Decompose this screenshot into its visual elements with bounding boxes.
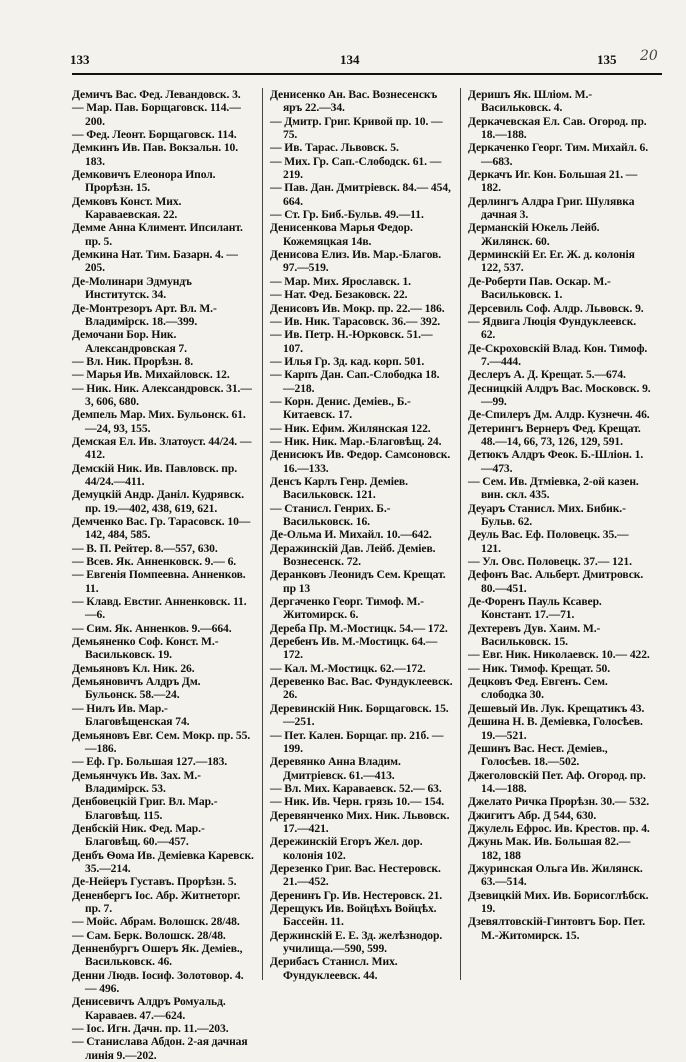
page-number-center: 134 xyxy=(340,52,360,67)
directory-entry: — Карпъ Дан. Сап.-Слободка 18. —218. xyxy=(270,368,440,395)
directory-entry: — Илья Гр. Зд. кад. корп. 501. xyxy=(270,354,425,368)
directory-entry: — Пав. Дан. Дмитріевск. 84.— 454, 664. xyxy=(270,181,451,208)
directory-entry: Демкинъ Ив. Пав. Вокзальн. 10. 183. xyxy=(72,141,239,168)
directory-entry: — Ул. Овс. Половецк. 37.— 121. xyxy=(468,555,632,569)
directory-entry: Дерсевиль Соф. Алдр. Львовск. 9. xyxy=(468,301,644,315)
directory-entry: — Мойс. Абрам. Волошск. 28/48. xyxy=(72,915,240,929)
column-divider-left xyxy=(262,88,263,980)
directory-entry: Дерещукъ Ив. Войцѣхъ Войцѣх. Бассейн. 11. xyxy=(270,901,437,929)
directory-entry: Денсъ Карлъ Генр. Деміев. Васильковск. 121. xyxy=(270,474,408,502)
directory-entry: Денненбургъ Ошеръ Як. Деміев., Васильковск. 46. xyxy=(72,942,243,969)
directory-entry: Дергаченко Георг. Тимоф. М.-Житомирск. 6. xyxy=(270,595,424,622)
directory-entry: Деришъ Як. Шліом. М.-Васильковск. 4. xyxy=(468,88,593,115)
directory-entry: Де-Монтрезоръ Арт. Вл. М.-Владимірск. 18.—399. xyxy=(72,301,217,328)
directory-entry: — Станисл. Генрих. Б.-Васильковск. 16. xyxy=(270,501,391,528)
directory-entry: Денбскій Ник. Фед. Мар.-Благовѣщ. 60.—457. xyxy=(72,821,205,849)
directory-entry: Де-Ольма И. Михайл. 10.—642. xyxy=(270,528,432,542)
directory-entry: — Пет. Кален. Борщаг. пр. 21б. —199. xyxy=(270,728,444,755)
directory-entry: Деревянченко Мих. Ник. Львовск. 17.—421. xyxy=(270,808,450,835)
directory-entry: Детерингъ Вернеръ Фед. Крещат. 48.—14, 66, 73, 126, 129, 591. xyxy=(468,421,641,448)
directory-entry: Деревенко Вас. Вас. Фундуклеевск. 26. xyxy=(270,675,453,702)
directory-entry: Дефонъ Вас. Альберт. Дмитровск. 80.—451. xyxy=(468,568,644,595)
directory-column-right xyxy=(468,88,651,980)
directory-entry: Дереба Пр. М.-Мостицк. 54.— 172. xyxy=(270,621,448,635)
directory-entry: Детюкъ Алдръ Феок. Б.-Шліон. 1.—473. xyxy=(468,448,644,475)
directory-entry: Джулель Ефрос. Ив. Крестов. пр. 4. xyxy=(468,821,650,835)
directory-entry: — Ник. Ник. Александровск. 31.—3, 606, 680. xyxy=(72,381,252,408)
directory-entry: Дзевялтовскій-Гинтовтъ Бор. Пет. М.-Житомирск. 15. xyxy=(468,915,646,942)
directory-entry: — Дмитр. Григ. Кривой пр. 10. —75. xyxy=(270,114,443,142)
directory-entry: Джелато Ричка Прорѣзн. 30.— 532. xyxy=(468,795,649,809)
directory-entry: — Евгенія Помпеевна. Анненков. 11. xyxy=(72,568,246,595)
directory-entry: — Всев. Як. Анненковск. 9.— 6. xyxy=(72,555,237,569)
directory-entry: Децковъ Фед. Евгенъ. Сем. слободка 30. xyxy=(468,675,608,702)
directory-entry: Денбъ Ѳома Ив. Деміевка Каревск. 35.—214. xyxy=(72,848,254,875)
directory-entry: Демковъ Конст. Мих. Караваевская. 22. xyxy=(72,194,182,222)
directory-entry: — Вл. Мих. Караваевск. 52.— 63. xyxy=(270,781,442,795)
directory-entry: Деревинскій Ник. Борщаговск. 15. —251. xyxy=(270,701,449,729)
directory-entry: — Станислава Абдон. 2-ая дачная линія 9.—202. xyxy=(72,1035,248,1062)
directory-entry: Дерезенко Григ. Вас. Нестеровск. 21.—452. xyxy=(270,861,441,889)
directory-entry: Деревянко Анна Владим. Дмитріевск. 61.—413. xyxy=(270,755,401,782)
directory-entry: — Ник. Ник. Мар.-Благовѣщ. 24. xyxy=(270,434,442,448)
directory-entry: — Мар. Пав. Борщаговск. 114.—200. xyxy=(72,101,241,128)
directory-entry: Денисенко Ан. Вас. Вознесенскъ яръ 22.—34. xyxy=(270,88,438,115)
directory-entry: Де-Молинари Эдмундъ Институтск. 34. xyxy=(72,274,192,302)
header-rule xyxy=(72,73,662,75)
directory-entry: Демченко Вас. Гр. Тарасовск. 10—142, 484, 585. xyxy=(72,515,251,542)
directory-entry: Десницкій Алдръ Вас. Московск. 9.—99. xyxy=(468,381,651,408)
directory-entry: Дзевицкій Мих. Ив. Борисоглѣбск. 19. xyxy=(468,888,649,915)
directory-entry: Джигитъ Абр. Д 544, 630. xyxy=(468,808,597,822)
directory-entry: Демскій Ник. Ив. Павловск. пр. 44/24.—411. xyxy=(72,461,238,488)
directory-entry: — В. П. Рейтер. 8.—557, 630. xyxy=(72,541,218,555)
directory-entry: Деуль Вас. Еф. Половецк. 35.— 121. xyxy=(468,528,629,555)
directory-entry: — Ив. Тарас. Львовск. 5. xyxy=(270,141,399,155)
directory-entry: Демьяновъ Кл. Ник. 26. xyxy=(72,661,195,675)
directory-entry: Деренинъ Гр. Ив. Нестеровск. 21. xyxy=(270,888,443,902)
column-divider-right xyxy=(460,88,461,980)
directory-entry: Деранковъ Леонидъ Сем. Крещат. пр 13 xyxy=(270,568,446,595)
directory-entry: Демьяненко Соф. Конст. М.-Васильковск. 19. xyxy=(72,635,219,662)
directory-entry: Дененбергъ Іос. Абр. Житнеторг. пр. 7. xyxy=(72,888,241,915)
directory-entry: — Ник. Ефим. Жилянская 122. xyxy=(270,421,431,435)
directory-entry: Демуцкій Андр. Даніл. Кудрявск. пр. 19.—402, 438, 619, 621. xyxy=(72,488,245,515)
directory-entry: Дерминскій Ег. Ег. Ж. д. колонія 122, 537. xyxy=(468,248,635,275)
directory-entry: — Кал. М.-Мостицк. 62.—172. xyxy=(270,661,426,675)
directory-entry: Де-Скроховскій Влад. Кон. Тимоф. 7.—444. xyxy=(468,341,648,368)
directory-entry: Деражинскій Дав. Лейб. Деміев. Вознесенск. 72. xyxy=(270,541,436,569)
directory-entry: — Нилъ Ив. Мар.-Благовѣщенская 74. xyxy=(72,701,190,729)
directory-entry: Демочани Бор. Ник. Александровская 7. xyxy=(72,328,187,355)
directory-entry: Деребенъ Ив. М.-Мостицк. 64.— 172. xyxy=(270,635,438,662)
directory-entry: Деркаченко Георг. Тим. Михайл. 6.—683. xyxy=(468,141,649,168)
directory-entry: Де-Нейеръ Густавъ. Прорѣзн. 5. xyxy=(72,875,237,889)
directory-entry: Деслеръ А. Д. Крещат. 5.—674. xyxy=(468,368,626,382)
directory-entry: — Ст. Гр. Биб.-Бульв. 49.—11. xyxy=(270,208,424,222)
directory-entry: Дерибасъ Станисл. Мих. Фундуклеевск. 44. xyxy=(270,955,398,982)
directory-entry: Де-Спилеръ Дм. Алдр. Кузнечн. 46. xyxy=(468,408,650,422)
directory-entry: — Фед. Леонт. Борщаговск. 114. xyxy=(72,128,237,142)
directory-entry: — Ив. Ник. Тарасовск. 36.— 392. xyxy=(270,314,441,328)
directory-entry: Дешевый Ив. Лук. Крещатикъ 43. xyxy=(468,701,645,715)
directory-entry: Денни Людв. Іосиф. Золотовор. 4.— 496. xyxy=(72,968,244,996)
directory-entry: Демкина Нат. Тим. Базарн. 4. —205. xyxy=(72,248,238,275)
directory-entry: Джеголовскій Пет. Аф. Огород. пр. 14.—188. xyxy=(468,768,646,795)
directory-entry: — Нат. Фед. Безаковск. 22. xyxy=(270,288,408,302)
directory-entry: Джунь Мак. Ив. Большая 82.— 182, 188 xyxy=(468,835,631,862)
directory-entry: Денисевичъ Алдръ Ромуальд. Караваев. 47.—624. xyxy=(72,995,226,1022)
directory-entry: — Вл. Ник. Прорѣзн. 8. xyxy=(72,354,194,368)
handwritten-folio-mark: 20 xyxy=(640,48,658,64)
directory-entry: Демьяновъ Евг. Сем. Мокр. пр. 55.—186. xyxy=(72,728,251,755)
directory-entry: Демичъ Вас. Фед. Левандовск. 3. xyxy=(72,88,241,101)
directory-entry: — Евг. Ник. Николаевск. 10.— 422. xyxy=(468,648,650,662)
directory-entry: Денисова Елиз. Ив. Мар.-Благов. 97.—519. xyxy=(270,248,441,275)
directory-entry: — Сим. Як. Анненков. 9.—664. xyxy=(72,621,232,635)
directory-column-center xyxy=(270,88,453,980)
directory-entry: Дерманскій Юкель Лейб. Жилянск. 60. xyxy=(468,221,600,248)
directory-entry: Де-Форенъ Пауль Ксавер. Констант. 17.—71. xyxy=(468,595,602,622)
directory-entry: Де-Роберти Пав. Оскар. М.-Васильковск. 1. xyxy=(468,274,611,302)
directory-entry: Демпель Мар. Мих. Бульонск. 61. —24, 93, 155. xyxy=(72,408,246,435)
directory-entry: Дешина Н. В. Деміевка, Голосѣев. 19.—521. xyxy=(468,715,643,742)
directory-entry: — Ник. Ив. Черн. грязь 10.— 154. xyxy=(270,795,445,809)
directory-entry: — Марья Ив. Михайловск. 12. xyxy=(72,368,230,382)
directory-entry: — Сам. Берк. Волошск. 28/48. xyxy=(72,928,226,942)
directory-entry: Денисенкова Марья Федор. Кожемяцкая 14в. xyxy=(270,221,413,248)
directory-entry: — Клавд. Евстиг. Анненковск. 11.—6. xyxy=(72,595,247,622)
directory-entry: Демковичъ Елеонора Ипол. Прорѣзн. 15. xyxy=(72,168,216,195)
directory-entry: — Мих. Гр. Сап.-Слободск. 61. —219. xyxy=(270,154,442,182)
directory-entry: Джуринская Ольга Ив. Жилянск. 63.—514. xyxy=(468,861,643,889)
directory-entry: Денбовецкій Григ. Вл. Мар.-Благовѣщ. 115. xyxy=(72,795,218,822)
directory-entry: Дерлингъ Алдра Григ. Шулявка дачная 3. xyxy=(468,194,635,222)
page-number-left: 133 xyxy=(70,52,90,67)
directory-entry: — Ник. Тимоф. Крещат. 50. xyxy=(468,661,611,675)
directory-entry: Демьяновичъ Алдръ Дм. Бульонск. 58.—24. xyxy=(72,675,201,702)
directory-entry: Дережинскій Егоръ Жел. дор. колонія 102. xyxy=(270,835,423,862)
directory-entry: — Еф. Гр. Большая 127.—183. xyxy=(72,755,228,769)
directory-entry: Деуаръ Станисл. Мих. Бибик.-Бульв. 62. xyxy=(468,501,626,528)
directory-entry: Держинскій Е. Е. Зд. желѣзнодор. училища.—590, 599. xyxy=(270,928,443,955)
directory-entry: Деркачевская Ел. Сав. Огород. пр. 18.—188. xyxy=(468,114,647,142)
directory-entry: Демьянчукъ Ив. Зах. М.-Владимірск. 53. xyxy=(72,768,201,795)
directory-entry: Денисюкъ Ив. Федор. Самсоновск. 16.—133. xyxy=(270,448,451,475)
directory-entry: — Сем. Ив. Дтміевка, 2-ой казен. вин. скл. 435. xyxy=(468,474,639,502)
directory-entry: — Корн. Денис. Деміев., Б.-Китаевск. 17. xyxy=(270,394,411,422)
directory-entry: Демская Ел. Ив. Златоуст. 44/24. —412. xyxy=(72,434,252,462)
directory-entry: Деркачъ Иг. Кон. Большая 21. —182. xyxy=(468,168,638,195)
page-number-right: 135 xyxy=(597,52,617,67)
directory-entry: — Мар. Мих. Ярославск. 1. xyxy=(270,274,411,288)
directory-entry: Демме Анна Климент. Ипсилант. пр. 5. xyxy=(72,221,243,248)
directory-entry: — Ядвига Люція Фундуклеевск. 62. xyxy=(468,314,637,342)
directory-entry: Дехтеревъ Дув. Хаим. М.-Васильковск. 15. xyxy=(468,621,601,649)
directory-entry: Денисовъ Ив. Мокр. пр. 22.— 186. xyxy=(270,301,445,315)
directory-entry: — Іос. Игн. Дачн. пр. 11.—203. xyxy=(72,1022,229,1036)
directory-entry: — Ив. Петр. Н.-Юрковск. 51.— 107. xyxy=(270,328,433,355)
directory-column-left xyxy=(72,88,255,1062)
directory-entry: Дешинъ Вас. Нест. Деміев., Голосѣев. 18.—502. xyxy=(468,741,608,769)
